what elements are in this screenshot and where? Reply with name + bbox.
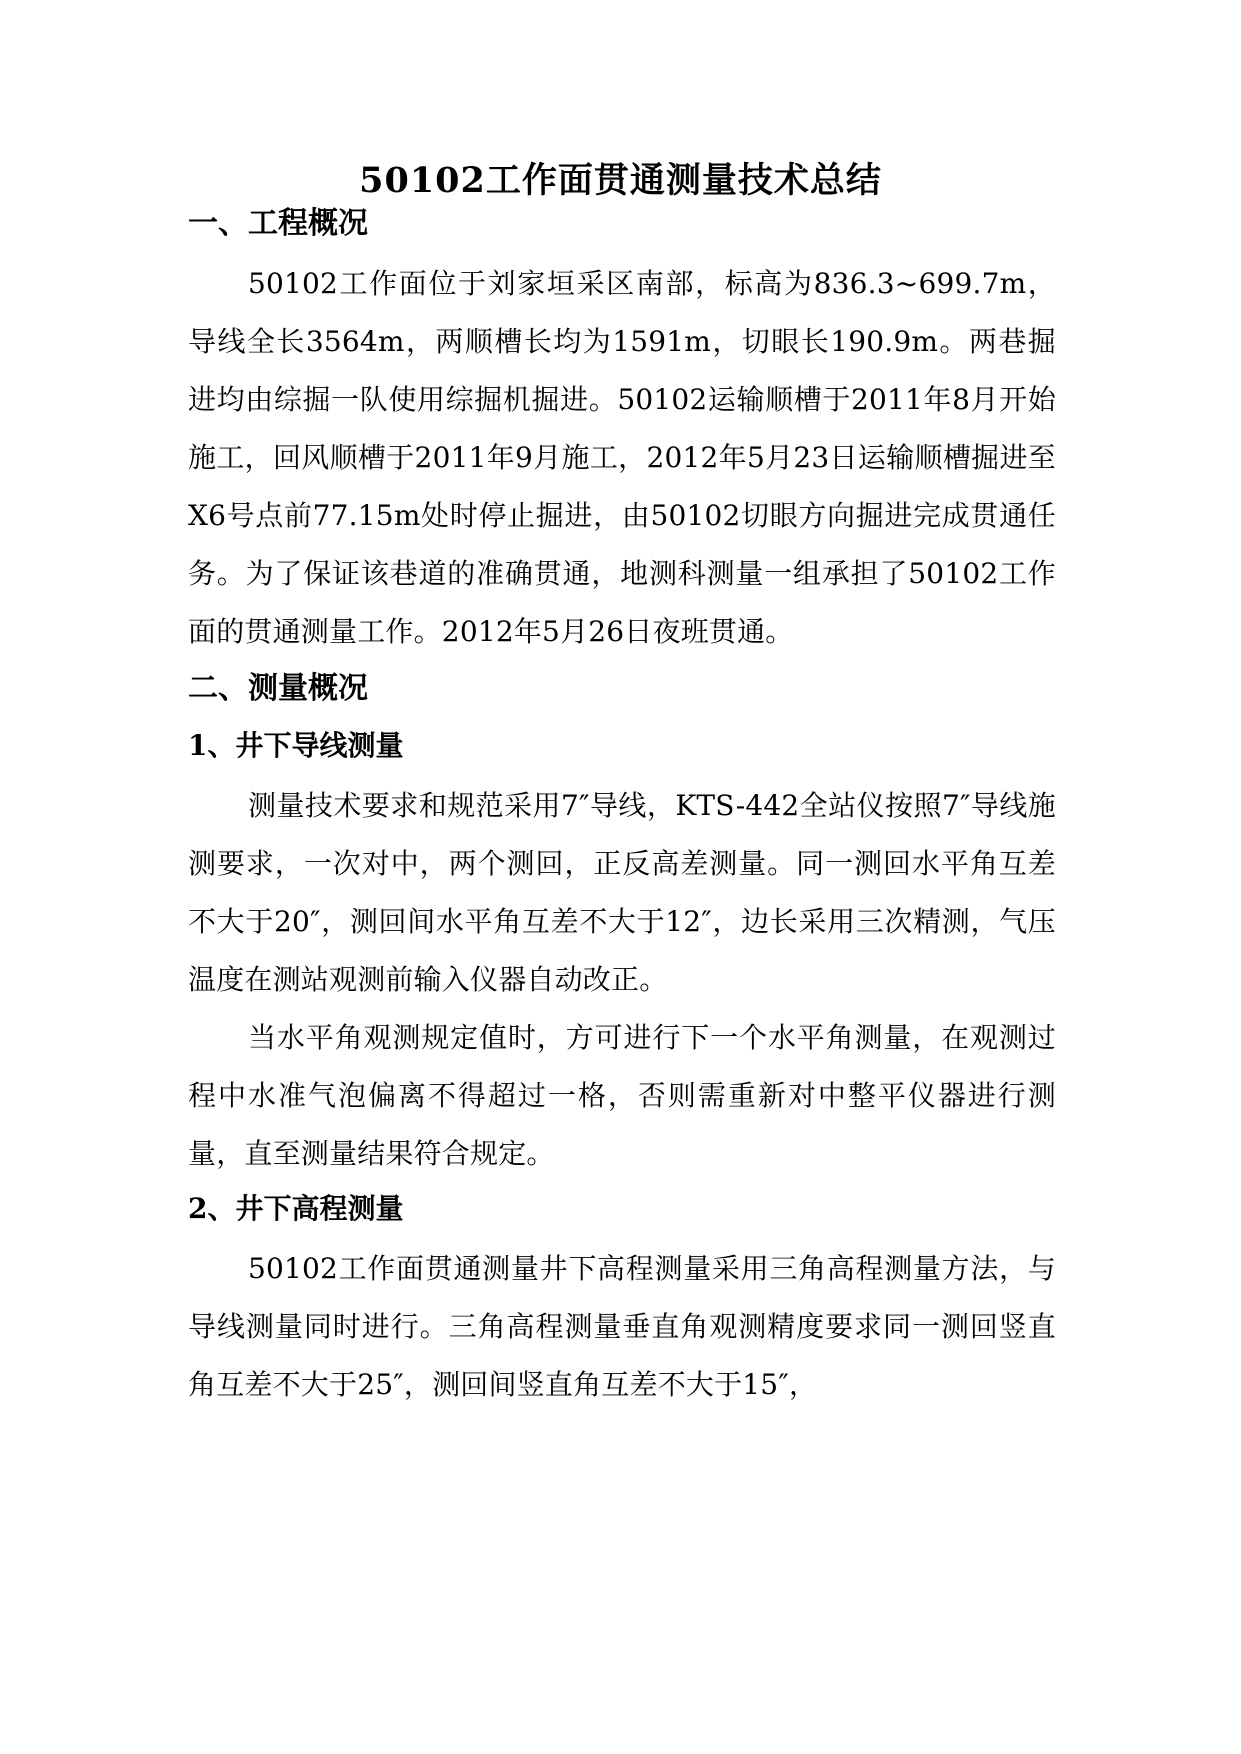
section-heading-project-overview: 一、工程概况 — [188, 206, 368, 241]
section-heading-survey-overview: 二、测量概况 — [188, 671, 368, 706]
subheading-underground-traverse-survey: 1、井下导线测量 — [188, 729, 404, 762]
paragraph-traverse-requirements: 测量技术要求和规范采用7″导线，KTS-442全站仪按照7″导线施测要求，一次对中，两个测回，正反高差测量。同一测回水平角互差不大于20″，测回间水平角互差不大于12″，边长采用三次精测，气压温度在测站观测前输入仪器自动改正。 — [188, 789, 1056, 996]
document-title: 50102工作面贯通测量技术总结 — [359, 160, 882, 201]
paragraph-project-overview: 50102工作面位于刘家垣采区南部，标高为836.3~699.7m，导线全长3564m，两顺槽长均为1591m，切眼长190.9m。两巷掘进均由综掘一队使用综掘机掘进。50102运输顺槽于2011年8月开始施工，回风顺槽于2011年9月施工，2012年5月23日运输顺槽掘进至X6号点前77.15m处时停止掘进，由50102切眼方向掘进完成贯通任务。为了保证该巷道的准确贯通，地测科测量一组承担了50102工作面的贯通测量工作。2012年5月26日夜班贯通。 — [188, 267, 1056, 648]
paragraph-trigonometric-leveling: 50102工作面贯通测量井下高程测量采用三角高程测量方法，与导线测量同时进行。三角高程测量垂直角观测精度要求同一测回竖直角互差不大于25″，测回间竖直角互差不大于15″， — [188, 1252, 1056, 1401]
subheading-underground-elevation-survey: 2、井下高程测量 — [188, 1192, 404, 1225]
paragraph-horizontal-angle-observation: 当水平角观测规定值时，方可进行下一个水平角测量，在观测过程中水准气泡偏离不得超过一格，否则需重新对中整平仪器进行测量，直至测量结果符合规定。 — [188, 1021, 1056, 1170]
